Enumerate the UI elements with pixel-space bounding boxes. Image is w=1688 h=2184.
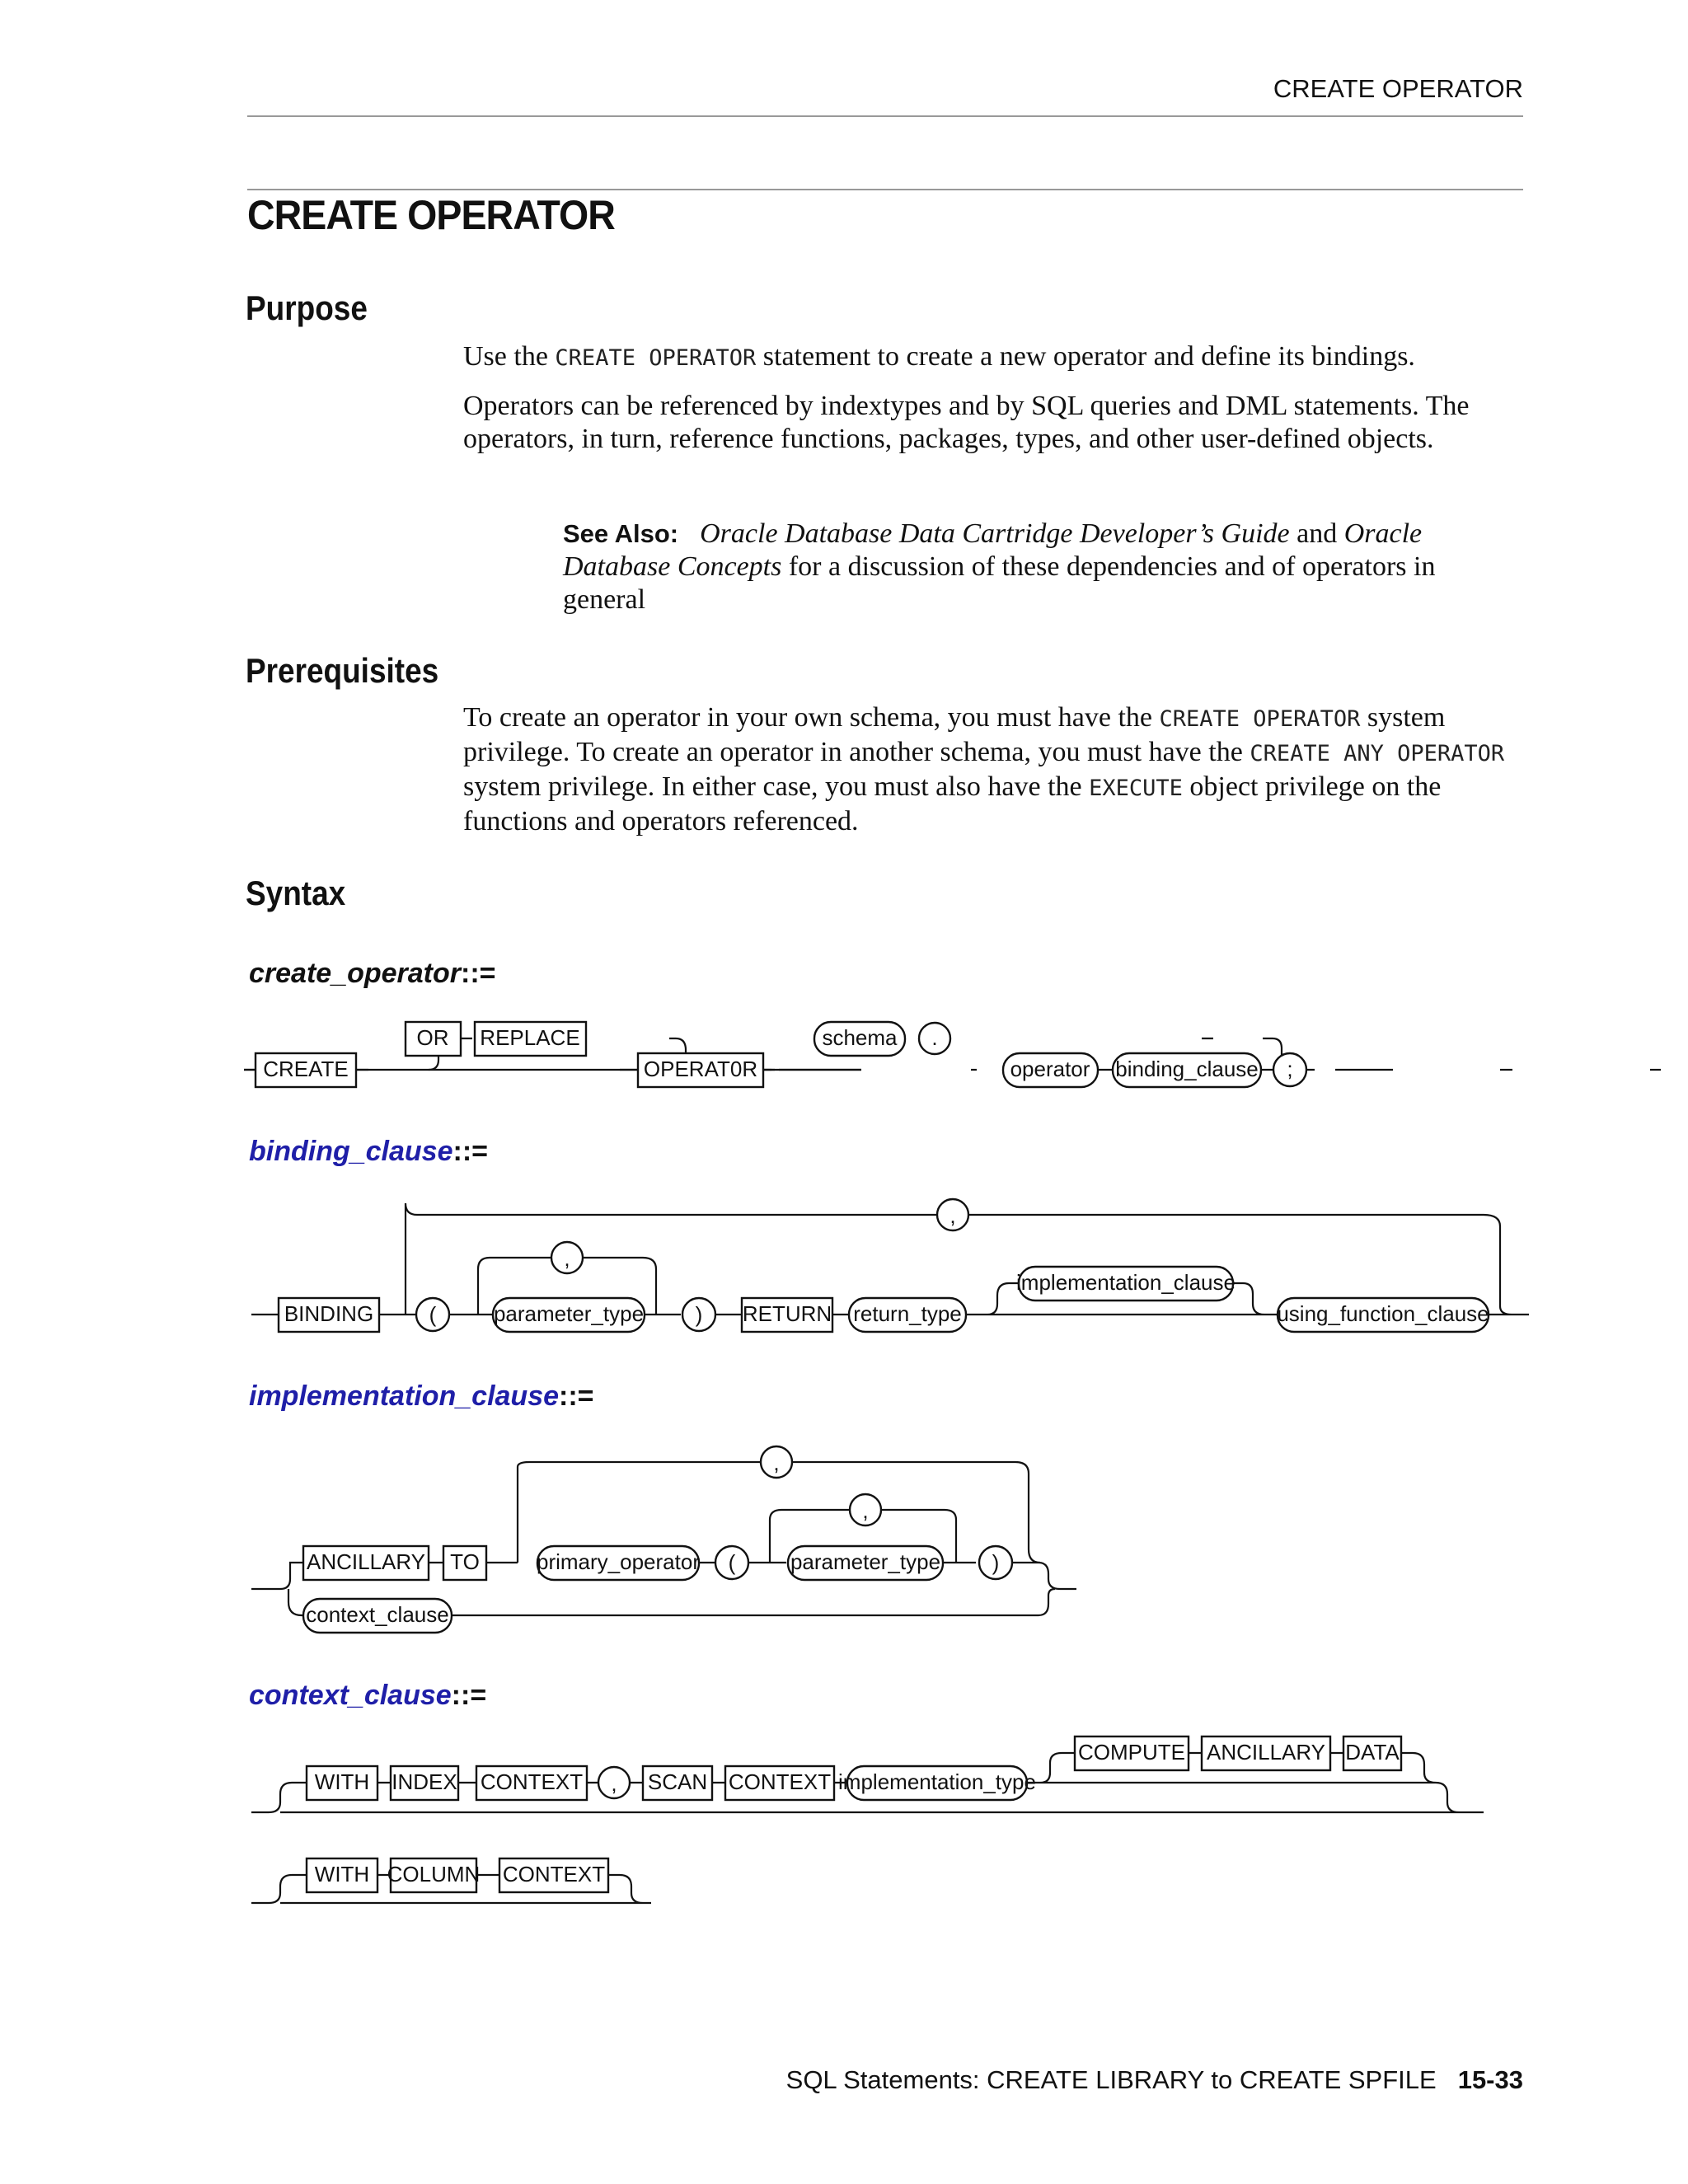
- inner-comma-symbol: [850, 1494, 881, 1526]
- prerequisites-heading: Prerequisites: [246, 651, 439, 690]
- compute-keyword: [1075, 1736, 1189, 1770]
- parameter-type-nonterminal: [788, 1546, 943, 1580]
- parameter-type-label: parameter_type: [790, 1549, 941, 1574]
- rparen-symbol: [682, 1298, 715, 1331]
- comma-label: ,: [611, 1771, 617, 1796]
- data-keyword: [1343, 1736, 1401, 1770]
- with-keyword: [307, 1766, 377, 1800]
- schema-label: schema: [822, 1025, 898, 1050]
- ancillary-label: ANCILLARY: [306, 1549, 426, 1574]
- replace-keyword: [475, 1022, 586, 1056]
- operator-keyword: [638, 1053, 763, 1087]
- purpose-heading: Purpose: [246, 288, 368, 327]
- scan-label: SCAN: [647, 1769, 708, 1794]
- parameter-type-label: parameter_type: [493, 1301, 645, 1326]
- to-keyword: [443, 1546, 486, 1580]
- context-clause-title: context_clause::=: [249, 1680, 487, 1711]
- column-keyword: [387, 1858, 481, 1892]
- create-keyword: [256, 1053, 356, 1087]
- scan-context-label: CONTEXT: [728, 1769, 832, 1794]
- create-operator-diagram: [0, 1005, 1688, 1104]
- with-label: WITH: [314, 1769, 370, 1794]
- scan-context-keyword: [725, 1766, 834, 1800]
- or-keyword: [406, 1022, 461, 1056]
- parameter-type-nonterminal: [493, 1298, 645, 1332]
- binding-label: BINDING: [284, 1301, 374, 1326]
- create-operator-title: create_operator::=: [249, 958, 496, 989]
- binding-clause-nonterminal: [1113, 1053, 1261, 1087]
- context-clause-nonterminal: [303, 1599, 452, 1633]
- loop-comma-label: ,: [950, 1203, 956, 1228]
- using-function-clause-nonterminal: [1277, 1298, 1489, 1332]
- replace-label: REPLACE: [480, 1025, 580, 1050]
- param-comma-label: ,: [564, 1246, 570, 1271]
- syntax-heading: Syntax: [246, 874, 346, 912]
- return-label: RETURN: [742, 1301, 832, 1326]
- dot-symbol: [919, 1023, 950, 1054]
- ancillary-label: ANCILLARY: [1206, 1740, 1326, 1765]
- with-column-label: WITH: [314, 1862, 370, 1886]
- create-label: CREATE: [263, 1057, 349, 1081]
- implementation-type-nonterminal: [838, 1766, 1036, 1800]
- header-rule: [247, 115, 1523, 117]
- implementation-clause-title: implementation_clause::=: [249, 1380, 594, 1412]
- ancillary-keyword: [1202, 1736, 1330, 1770]
- data-label: DATA: [1345, 1740, 1400, 1765]
- rparen-label: ): [992, 1550, 1000, 1575]
- operator-nonterminal: [1003, 1053, 1098, 1087]
- context-clause-diagram: [0, 1727, 1688, 1933]
- rparen-label: ): [695, 1302, 703, 1327]
- binding-clause-title: binding_clause::=: [249, 1136, 488, 1167]
- operator-keyword-label: OPERAT0R: [643, 1057, 758, 1081]
- rparen-symbol: [979, 1546, 1012, 1579]
- semicolon-label: ;: [1287, 1057, 1293, 1081]
- lparen-symbol: [715, 1546, 748, 1579]
- lparen-label: (: [728, 1550, 736, 1575]
- dot-label: .: [931, 1025, 938, 1050]
- column-context-label: CONTEXT: [502, 1862, 606, 1886]
- return-keyword: [742, 1298, 832, 1332]
- binding-keyword: [279, 1298, 379, 1332]
- ancillary-keyword: [303, 1546, 429, 1580]
- column-label: COLUMN: [387, 1862, 481, 1886]
- see-also-note: See Also: Oracle Database Data Cartridge Developer’s Guide and Oracle Database Concepts for a discussion of these dependencies and of operators in general: [563, 518, 1436, 615]
- operator-label: operator: [1010, 1057, 1090, 1081]
- implementation-clause-nonterminal: [1016, 1267, 1236, 1301]
- implementation-clause-label: implementation_clause: [1016, 1270, 1236, 1295]
- binding-clause-label: binding_clause: [1115, 1057, 1259, 1081]
- title-rule: [247, 189, 1523, 190]
- context-keyword: [476, 1766, 587, 1800]
- return-type-nonterminal: [849, 1298, 966, 1332]
- using-function-clause-label: using_function_clause: [1277, 1301, 1489, 1326]
- loop-comma-symbol: [937, 1199, 968, 1230]
- column-context-keyword: [499, 1858, 608, 1892]
- purpose-paragraph-2: Operators can be referenced by indextypes and by SQL queries and DML statements. The operators, in turn, reference functions, packages, types, and other user-defined objects.: [463, 391, 1470, 454]
- running-header: CREATE OPERATOR: [1273, 74, 1523, 103]
- page-footer: [786, 2065, 1523, 2095]
- index-label: INDEX: [392, 1769, 457, 1794]
- with-column-keyword: [307, 1858, 377, 1892]
- to-label: TO: [450, 1549, 480, 1574]
- inner-comma-label: ,: [862, 1498, 869, 1523]
- outer-comma-symbol: [761, 1446, 792, 1478]
- context-clause-label: context_clause: [306, 1602, 449, 1627]
- implementation-clause-diagram: [0, 1434, 1688, 1640]
- lparen-symbol: [416, 1298, 449, 1331]
- or-label: OR: [416, 1025, 449, 1050]
- primary-operator-label: primary_operator: [537, 1549, 700, 1574]
- scan-keyword: [643, 1766, 712, 1800]
- outer-comma-label: ,: [773, 1451, 780, 1475]
- page-title: CREATE OPERATOR: [247, 192, 615, 238]
- index-keyword: [391, 1766, 458, 1800]
- comma-symbol: [598, 1767, 630, 1798]
- prerequisites-paragraph: To create an operator in your own schema, you must have the CREATE OPERATOR system privilege. To create an operator in another schema, you must have the CREATE ANY OPERATOR system privilege. In either case, you must also have the EXECUTE object privilege on the functions and operators referenced.: [463, 702, 1505, 837]
- footer-text: SQL Statements: CREATE LIBRARY to CREATE SPFILE: [785, 2065, 1437, 2094]
- primary-operator-nonterminal: [537, 1546, 700, 1580]
- return-type-label: return_type: [853, 1301, 962, 1326]
- semicolon-symbol: [1273, 1053, 1306, 1086]
- implementation-type-label: implementation_type: [838, 1769, 1036, 1794]
- compute-label: COMPUTE: [1078, 1740, 1185, 1765]
- binding-clause-diagram: [0, 1179, 1688, 1335]
- lparen-label: (: [429, 1302, 437, 1327]
- context-label: CONTEXT: [480, 1769, 584, 1794]
- purpose-paragraph-1: Use the CREATE OPERATOR statement to create a new operator and define its bindings.: [463, 341, 1415, 372]
- param-comma-symbol: [551, 1242, 583, 1273]
- page-number: 15-33: [1457, 2065, 1523, 2094]
- schema-nonterminal: [814, 1022, 905, 1056]
